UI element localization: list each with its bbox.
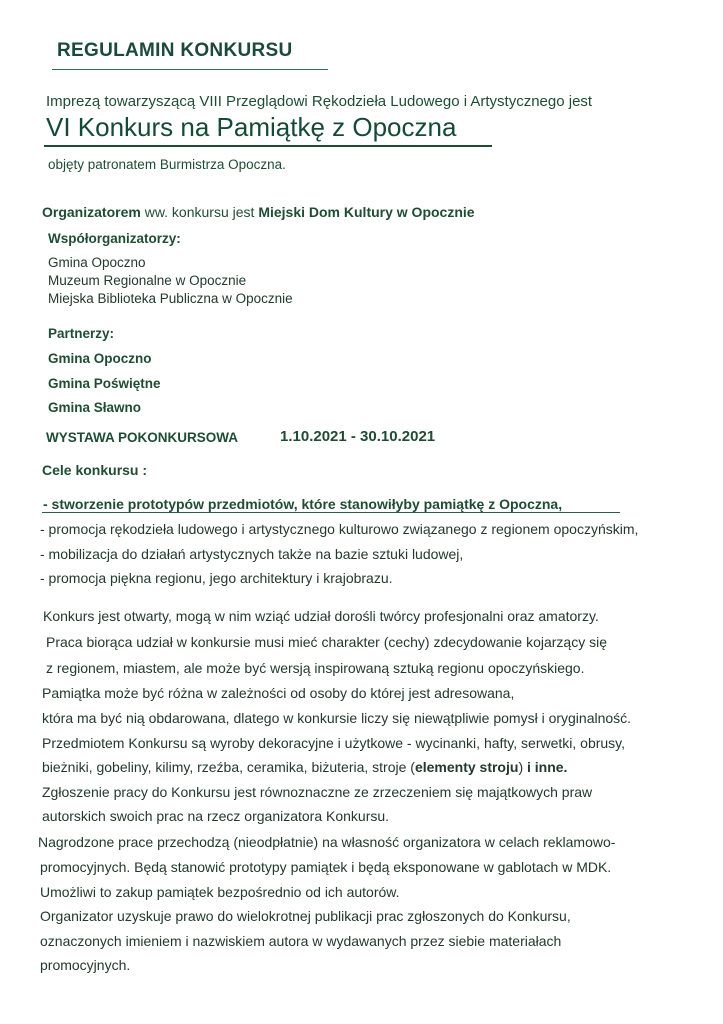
body-line: Nagrodzone prace przechodzą (nieodpłatnie) na własność organizatora w celach reklamowo- xyxy=(38,834,616,850)
goal-item: - stworzenie prototypów przedmiotów, które stanowiłyby pamiątkę z Opoczna, xyxy=(43,496,563,512)
body-line: Konkurs jest otwarty, mogą w nim wziąć udział dorośli twórcy profesjonalni oraz amatorzy. xyxy=(43,608,599,624)
coorganizer-item: Muzeum Regionalne w Opocznie xyxy=(48,273,247,288)
goal-underline xyxy=(42,512,620,513)
body-line: z regionem, miastem, ale może być wersją inspirowaną sztuką regionu opoczyńskiego. xyxy=(46,660,585,676)
goal-item: - mobilizacja do działań artystycznych także na bazie sztuki ludowej, xyxy=(40,546,464,562)
organizer-name: Miejski Dom Kultury w Opocznie xyxy=(258,204,475,220)
body-line-part: bieżniki, gobeliny, kilimy, rzeźba, ceramika, biżuteria, stroje ( xyxy=(42,759,415,775)
contest-name-underline xyxy=(44,145,492,147)
partner-item: Gmina Poświętne xyxy=(48,376,161,391)
goal-item: - promocja piękna regionu, jego architektury i krajobrazu. xyxy=(40,570,393,586)
body-line: Zgłoszenie pracy do Konkursu jest równoznaczne ze zrzeczeniem się majątkowych praw xyxy=(42,784,593,800)
contest-name: VI Konkurs na Pamiątkę z Opoczna xyxy=(46,112,457,142)
body-line: oznaczonych imieniem i nazwiskiem autora w wydawanych przez siebie materiałach xyxy=(40,933,562,949)
organizer-middle: ww. konkursu jest xyxy=(140,204,259,220)
body-line-part: ) xyxy=(518,759,527,775)
title-underline xyxy=(52,69,328,70)
body-line: Pamiątka może być różna w zależności od osoby do której jest adresowana, xyxy=(42,685,515,701)
page-title: REGULAMIN KONKURSU xyxy=(57,40,293,61)
body-line: promocyjnych. Będą stanowić prototypy pamiątek i będą eksponowane w gablotach w MDK. xyxy=(40,859,612,875)
partner-item: Gmina Opoczno xyxy=(48,351,152,366)
patronage-text: objęty patronatem Burmistrza Opoczna. xyxy=(48,157,286,172)
goals-heading: Cele konkursu : xyxy=(42,462,148,478)
body-line: Umożliwi to zakup pamiątek bezpośrednio od ich autorów. xyxy=(40,884,400,900)
exhibition-dates: 1.10.2021 - 30.10.2021 xyxy=(280,428,436,445)
coorganizer-item: Gmina Opoczno xyxy=(48,255,146,270)
coorganizer-item: Miejska Biblioteka Publiczna w Opocznie xyxy=(48,291,293,306)
organizer-prefix: Organizatorem xyxy=(42,204,141,220)
body-line: autorskich swoich prac na rzecz organizatora Konkursu. xyxy=(42,808,390,824)
intro-text: Imprezą towarzyszącą VIII Przeglądowi Rękodzieła Ludowego i Artystycznego jest xyxy=(46,93,593,110)
body-bold-text: elementy stroju xyxy=(414,759,519,775)
body-line: która ma być nią obdarowana, dlatego w konkursie liczy się niewątpliwie pomysł i oryginalność. xyxy=(42,710,632,726)
body-line: Przedmiotem Konkursu są wyroby dekoracyjne i użytkowe - wycinanki, hafty, serwetki, obrusy, xyxy=(42,735,626,751)
exhibition-label: WYSTAWA POKONKURSOWA xyxy=(46,430,238,445)
body-line: Praca biorąca udział w konkursie musi mieć charakter (cechy) zdecydowanie kojarzący się xyxy=(46,634,608,650)
partner-item: Gmina Sławno xyxy=(48,400,142,415)
body-bold-text: i inne. xyxy=(527,759,568,775)
body-line xyxy=(42,759,567,775)
body-line: promocyjnych. xyxy=(40,957,131,973)
goal-item: - promocja rękodzieła ludowego i artystycznego kulturowo związanego z regionem opoczyńskim, xyxy=(40,521,639,537)
body-line: Organizator uzyskuje prawo do wielokrotnej publikacji prac zgłoszonych do Konkursu, xyxy=(40,908,571,924)
coorganizers-heading: Współorganizatorzy: xyxy=(48,231,181,246)
partners-heading: Partnerzy: xyxy=(48,326,115,341)
organizer-line xyxy=(42,204,475,220)
